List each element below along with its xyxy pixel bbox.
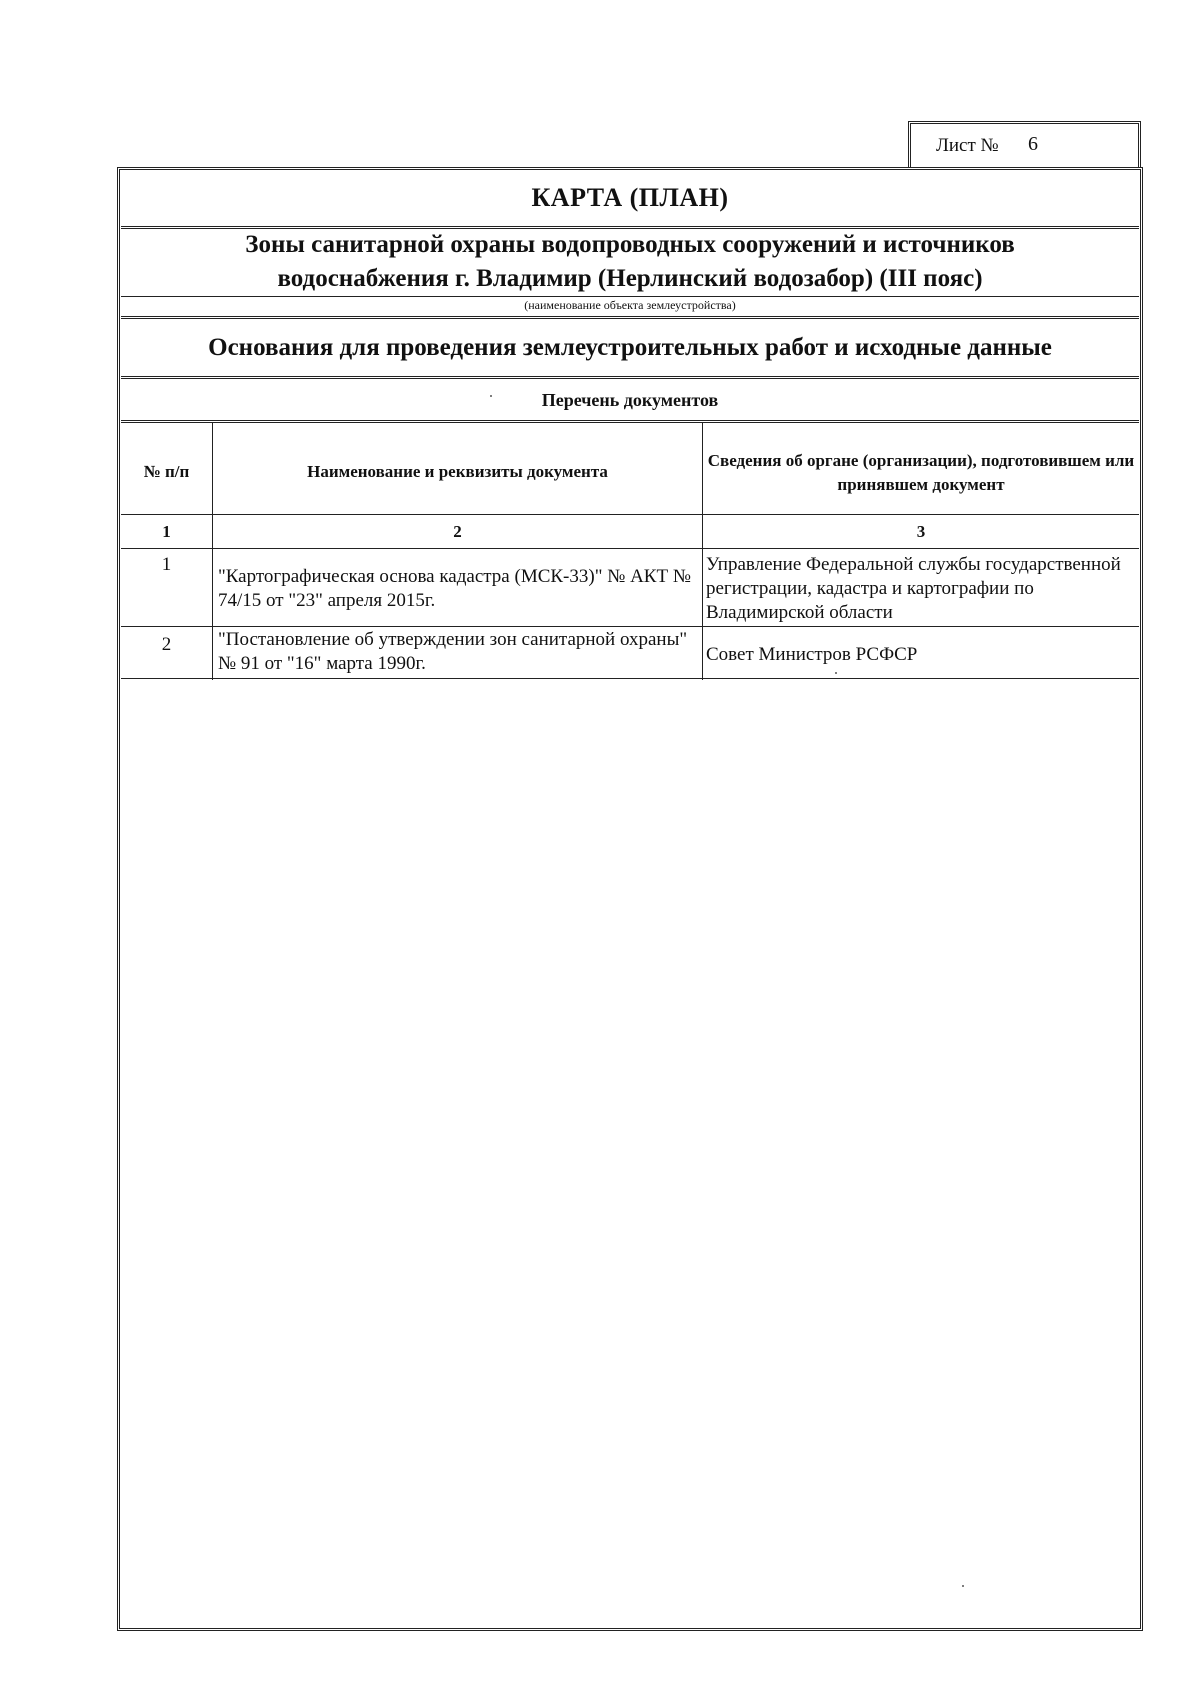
section-title: Основания для проведения землеустроительных работ и исходные данные — [208, 334, 1052, 361]
sheet-label: Лист № — [936, 135, 999, 156]
object-name-line-1: Зоны санитарной охраны водопроводных сооружений и источников — [245, 231, 1015, 258]
sheet-number: 6 — [1028, 133, 1038, 155]
speck — [835, 672, 837, 674]
divider — [121, 678, 1139, 679]
divider — [121, 376, 1139, 379]
row-1-document: "Картографическая основа кадастра (МСК-33)" № АКТ № 74/15 от "23" апреля 2015г. — [218, 566, 691, 611]
row-2-document: "Постановление об утверждении зон санитарной охраны" № 91 от "16" марта 1990г. — [218, 629, 688, 674]
speck — [962, 1585, 964, 1587]
row-2-authority: Совет Министров РСФСР — [706, 644, 918, 665]
object-caption: (наименование объекта землеустройства) — [524, 298, 736, 312]
column-number-2: 2 — [453, 522, 462, 541]
speck — [490, 395, 492, 397]
column-number-1: 1 — [162, 522, 171, 541]
header-num: № п/п — [143, 462, 190, 481]
column-divider — [212, 422, 213, 680]
header-document: Наименование и реквизиты документа — [307, 462, 608, 481]
object-name — [121, 228, 1139, 296]
column-number-3: 3 — [916, 522, 926, 541]
divider — [121, 296, 1139, 297]
row-2-num: 2 — [161, 634, 172, 655]
document-list-title: Перечень документов — [541, 390, 719, 410]
divider — [121, 316, 1139, 319]
divider — [121, 514, 1139, 515]
header-authority: Сведения об органе (организации), подготовившем или принявшем документ — [707, 451, 1135, 494]
row-1-authority: Управление Федеральной службы государственной регистрации, кадастра и картографии по Владимирской области — [706, 554, 1121, 623]
page-title: КАРТА (ПЛАН) — [531, 183, 729, 212]
row-1-num: 1 — [161, 554, 172, 575]
divider — [121, 420, 1139, 423]
page-frame — [117, 167, 1143, 1631]
divider — [121, 626, 1139, 627]
divider — [121, 548, 1139, 549]
object-name-line-2: водоснабжения г. Владимир (Нерлинский водозабор) (III пояс) — [277, 265, 983, 292]
